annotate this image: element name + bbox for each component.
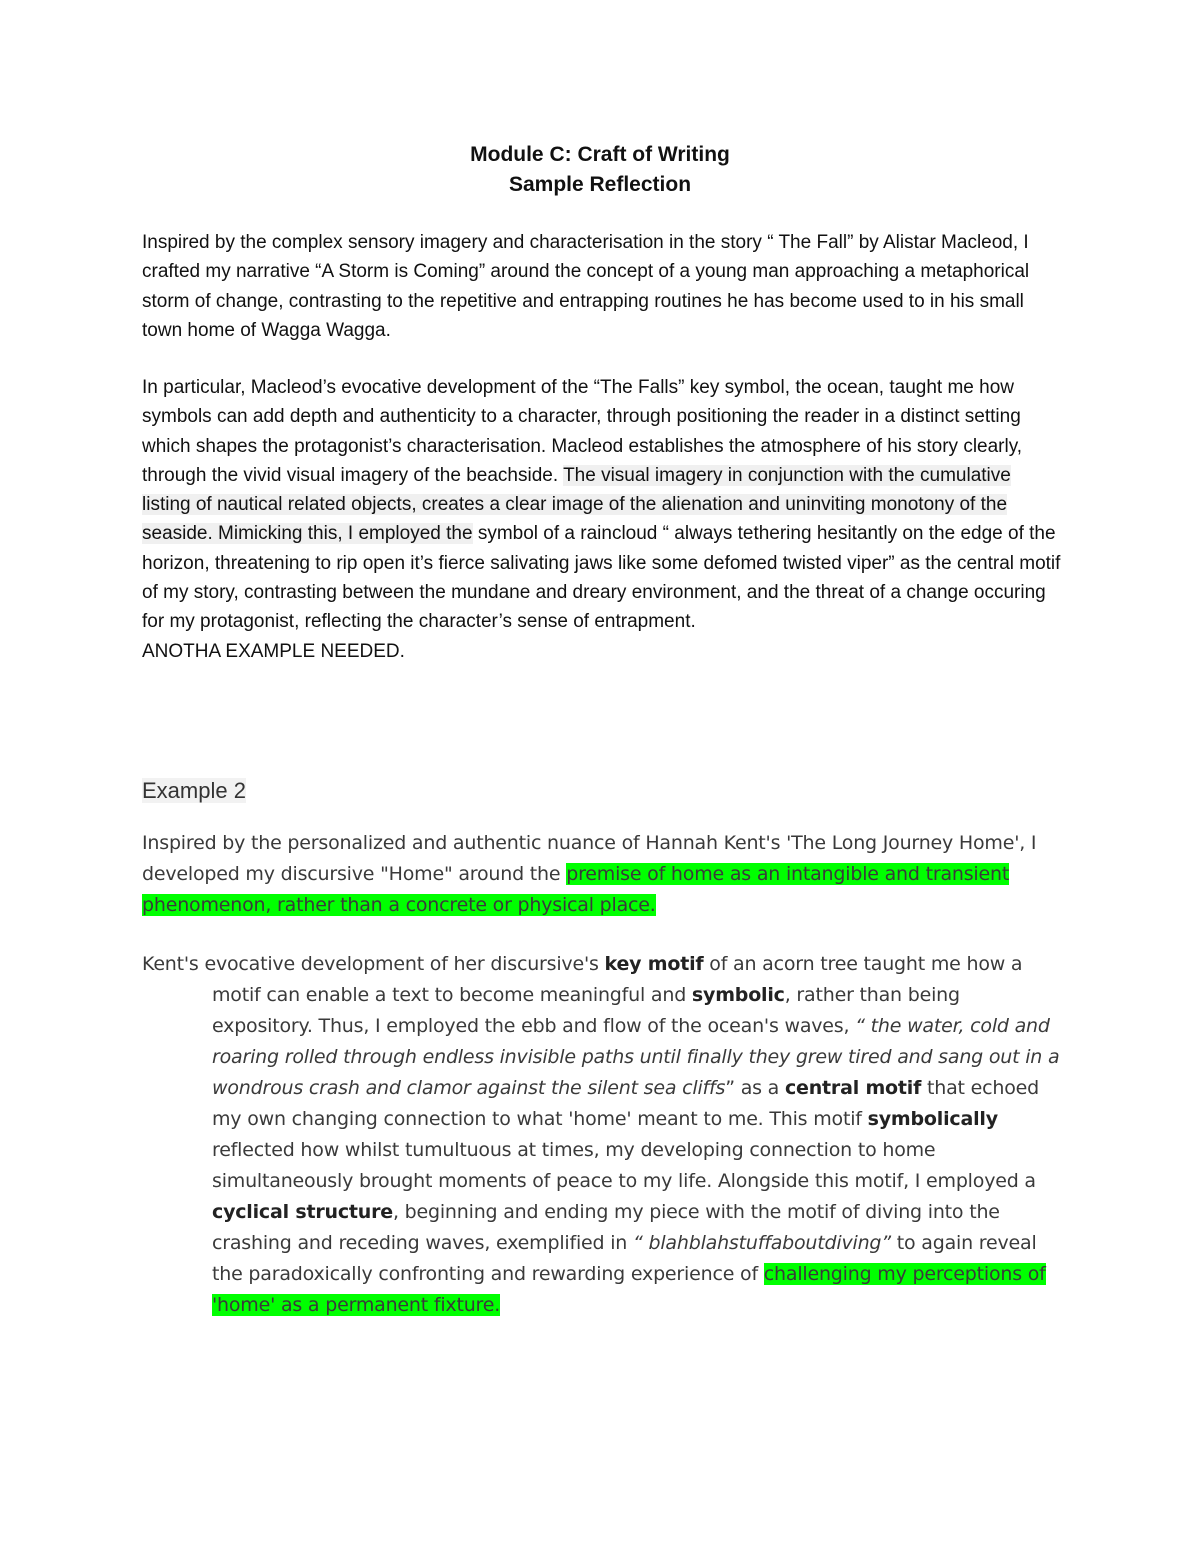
ex2-bold-key-motif: key motif <box>604 953 704 975</box>
document-title <box>0 140 1200 200</box>
example-2-intro <box>142 828 1062 921</box>
ex2-italic-quote-2: “ blahblahstuffaboutdiving” <box>633 1232 891 1254</box>
paragraph-2-text <box>142 373 1062 637</box>
ex2-bold-cyclical-structure: cyclical structure <box>212 1201 393 1223</box>
paragraph-2-part-2: symbol of a raincloud “ always tethering hesitantly on the edge of the horizon, threatening to rip open it’s fierce salivating jaws like some defomed twisted viper” as the central motif of my story, contrasting between the mundane and dreary environment, and the threat of a change occuring for my protagonist, reflecting the character’s sense of entrapment. <box>142 523 1061 633</box>
example-2-heading-text: Example 2 <box>142 778 246 803</box>
example-2-paragraph-2 <box>142 949 1062 1321</box>
paragraph-1-text: Inspired by the complex sensory imagery and characterisation in the story “ The Fall” by Alistar Macleod, I crafted my narrative “A Storm is Coming” around the concept of a young man approaching a metaphorical storm of change, contrasting to the repetitive and entrapping routines he has become used to in his small town home of Wagga Wagga. <box>142 232 1030 341</box>
ex2-italic-quote-1: “ the water, cold and roaring rolled through endless invisible paths until finally they grew tired and sang out in a wondrous crash and clamor against the silent sea cliffs <box>212 1015 1060 1099</box>
ex2-text-4: ” as a <box>725 1077 785 1099</box>
ex2-text-3: , rather than being expository. Thus, I employed the ebb and flow of the ocean's waves, <box>212 984 960 1037</box>
ex2-bold-symbolically: symbolically <box>867 1108 998 1130</box>
ex2-text-2: of an acorn tree taught me how a motif can enable a text to become meaningful and <box>212 953 1023 1006</box>
paragraph-2 <box>142 373 1062 666</box>
example-2-intro-highlight: premise of home as an intangible and transient phenomenon, rather than a concrete or physical place. <box>142 863 1010 916</box>
paragraph-1 <box>142 228 1062 345</box>
ex2-text-7: , beginning and ending my piece with the motif of diving into the crashing and receding waves, exemplified in <box>212 1201 1000 1254</box>
ex2-text-8: to again reveal the paradoxically confronting and rewarding experience of <box>212 1232 1037 1285</box>
example-2-intro-text <box>142 828 1062 921</box>
paragraph-2-gray-highlight: The visual imagery in conjunction with the cumulative listing of nautical related objects, creates a clear image of the alienation and uninviting monotony of the seaside. Mimicking this, I employed the <box>142 464 1011 545</box>
ex2-highlight-perceptions: challenging my perceptions of 'home' as a permanent fixture. <box>212 1263 1046 1316</box>
ex2-text-1: Kent's evocative development of her discursive's <box>142 953 605 975</box>
ex2-text-5: that echoed my own changing connection to what 'home' meant to me. This motif <box>212 1077 1039 1130</box>
title-line-2: Sample Reflection <box>508 173 692 196</box>
paragraph-2-note: ANOTHA EXAMPLE NEEDED. <box>142 640 405 662</box>
example-2-heading <box>142 775 246 807</box>
ex2-bold-central-motif: central motif <box>784 1077 922 1099</box>
paragraph-2-part-1: In particular, Macleod’s evocative development of the “The Falls” key symbol, the ocean, taught me how symbols can add depth and authenticity to a character, through positioning the reader in a distinct setting which shapes the protagonist’s characterisation. Macleod establishes the atmosphere of his story clearly, through the vivid visual imagery of the beachside. <box>142 377 1023 486</box>
example-2-intro-plain: Inspired by the personalized and authentic nuance of Hannah Kent's 'The Long Journey Home', I developed my discursive "Home" around the <box>142 832 1037 885</box>
title-line-1: Module C: Craft of Writing <box>470 143 730 166</box>
ex2-bold-symbolic: symbolic <box>691 984 785 1006</box>
ex2-text-6: reflected how whilst tumultuous at times, my developing connection to home simultaneously brought moments of peace to my life. Alongside this motif, I employed a <box>212 1139 1036 1192</box>
example-2-paragraph-2-text <box>142 949 1062 1321</box>
